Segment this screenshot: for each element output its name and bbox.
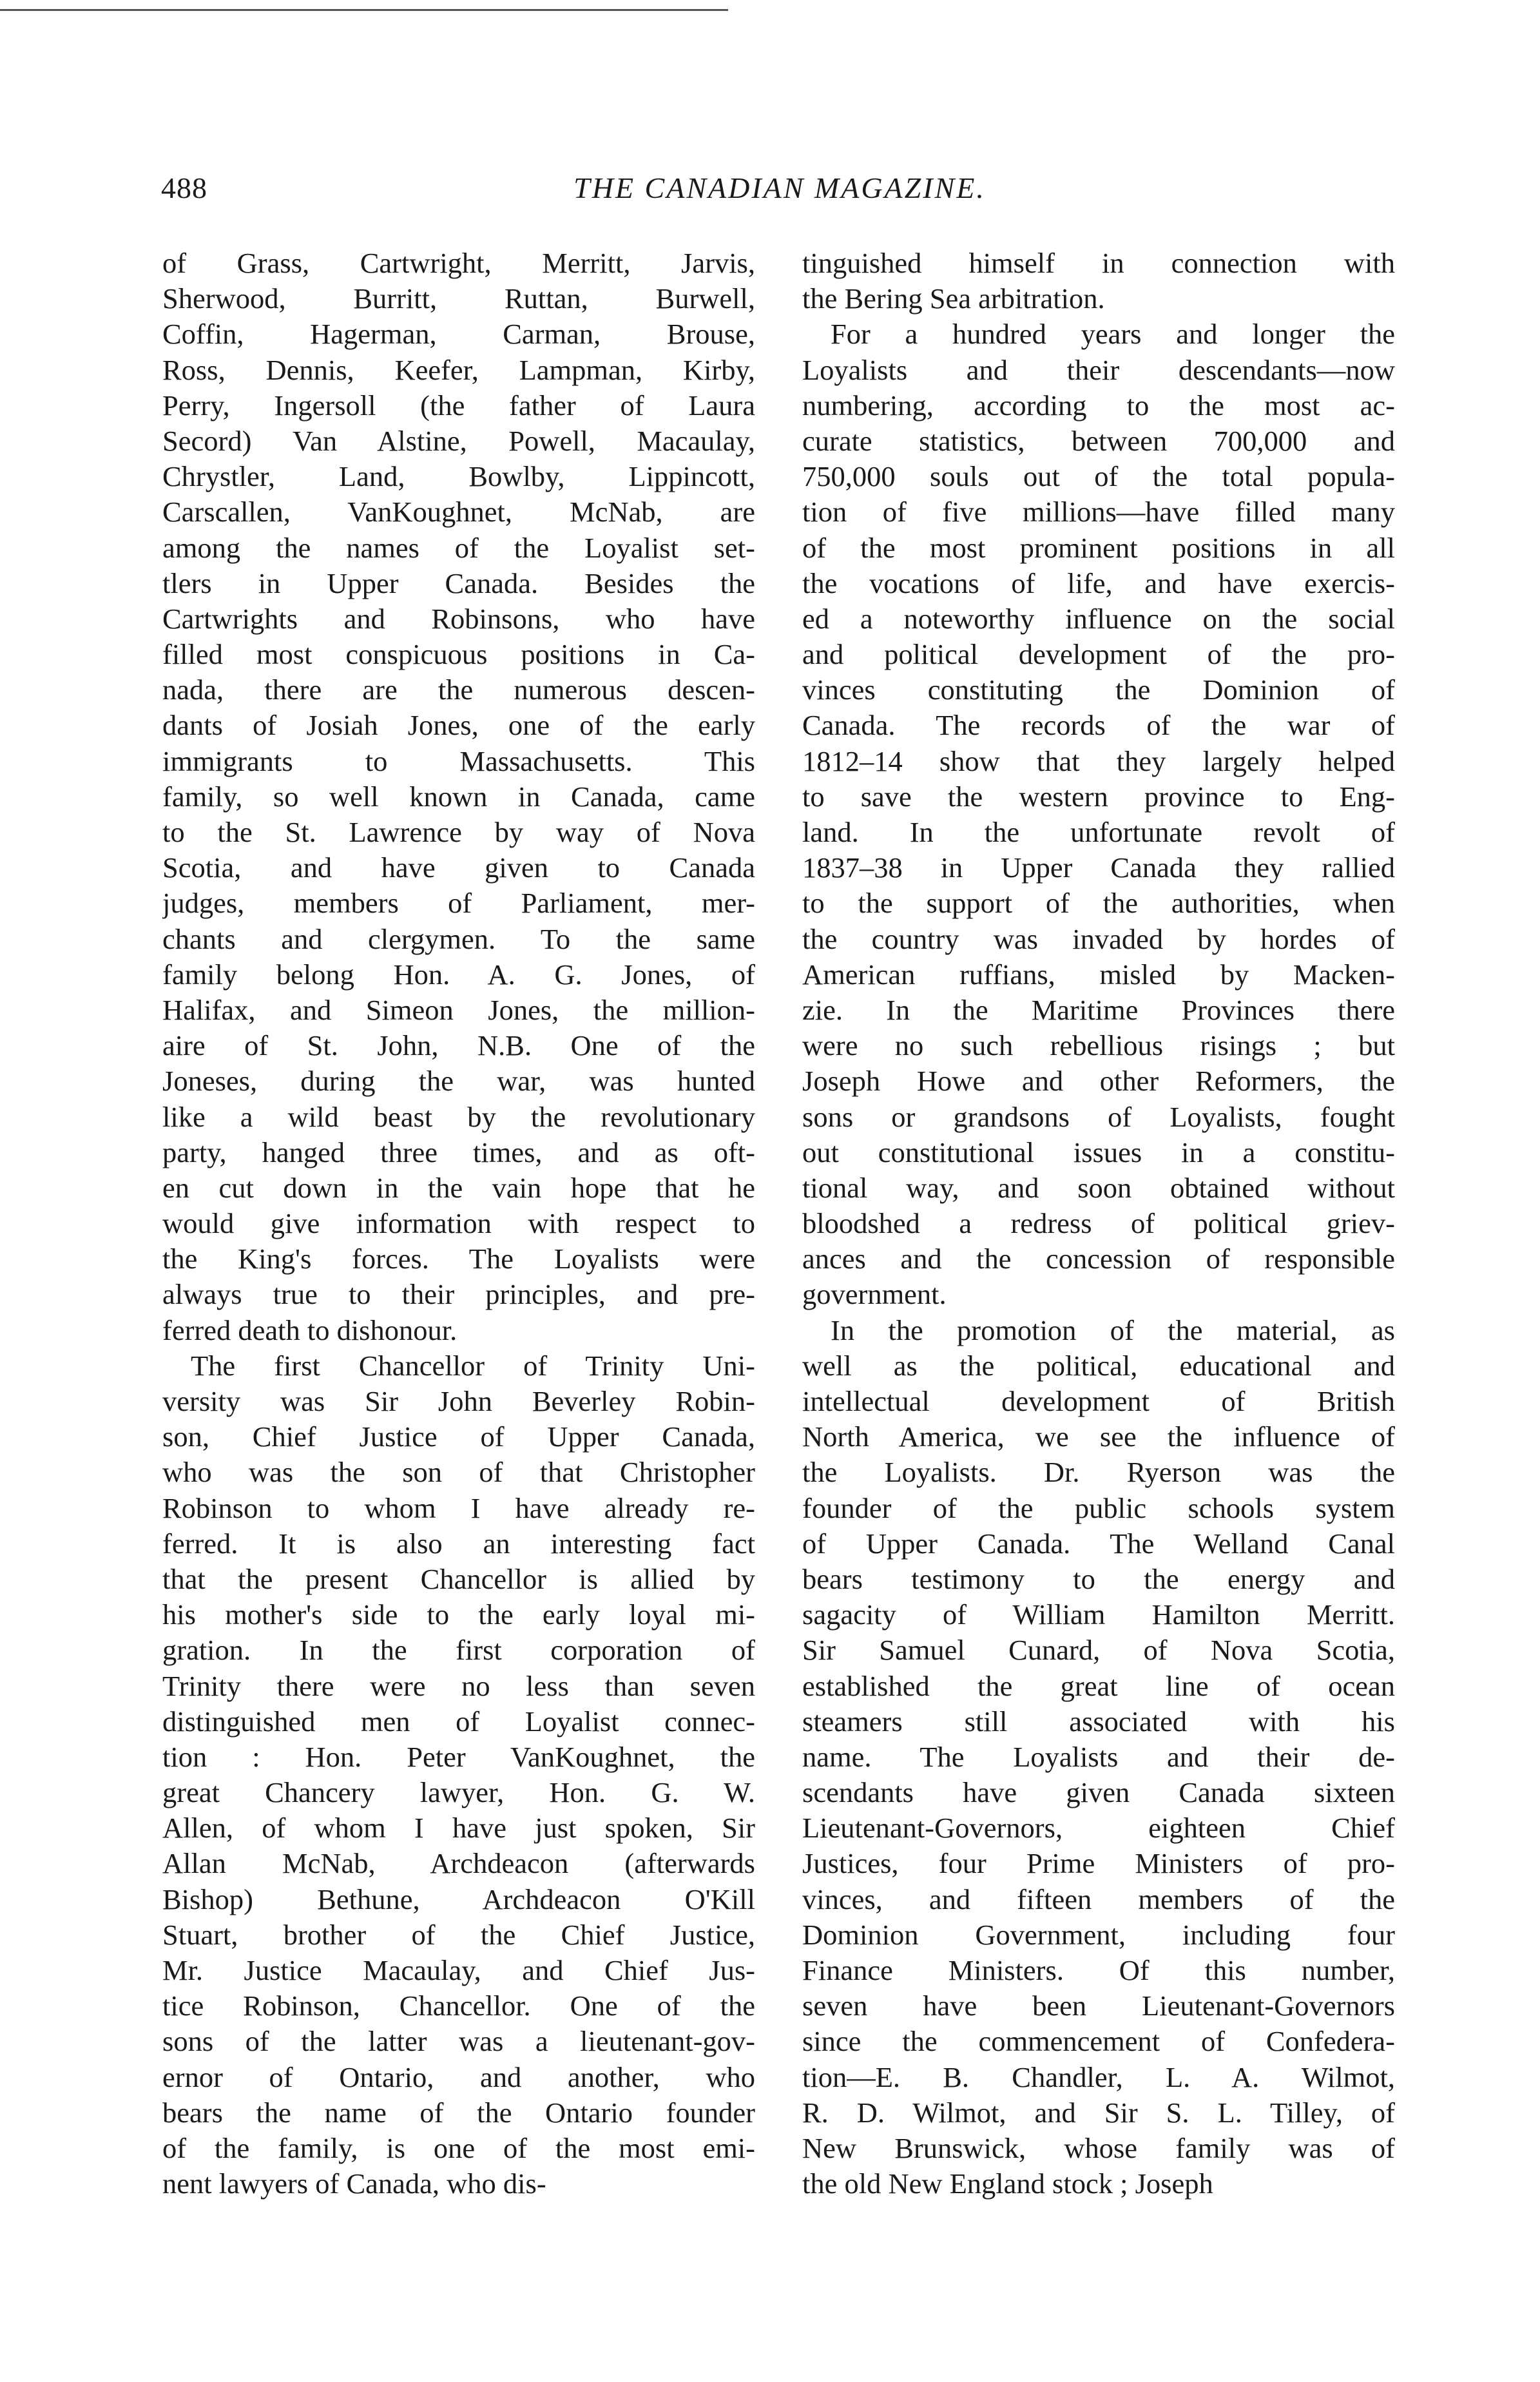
text-line: Stuart, brother of the Chief Justice, <box>162 1918 755 1951</box>
text-line: sagacity of William Hamilton Merritt. <box>802 1598 1395 1631</box>
text-line: and political development of the pro- <box>802 638 1395 671</box>
text-line: party, hanged three times, and as oft- <box>162 1136 755 1168</box>
text-line: among the names of the Loyalist set- <box>162 531 755 564</box>
text-line: the vocations of life, and have exercis- <box>802 566 1395 599</box>
text-line: of the family, is one of the most emi- <box>162 2131 755 2164</box>
text-line: of Grass, Cartwright, Merritt, Jarvis, <box>162 247 755 279</box>
text-line: that the present Chancellor is allied by <box>162 1562 755 1595</box>
text-line: ed a noteworthy influence on the social <box>802 602 1395 635</box>
text-line: sons or grandsons of Loyalists, fought <box>802 1100 1395 1133</box>
text-line: since the commencement of Confedera- <box>802 2025 1395 2058</box>
text-line: Sherwood, Burritt, Ruttan, Burwell, <box>162 282 755 315</box>
text-line: family, so well known in Canada, came <box>162 780 755 813</box>
text-line: land. In the unfortunate revolt of <box>802 816 1395 848</box>
text-line: dants of Josiah Jones, one of the early <box>162 709 755 742</box>
left-column <box>162 246 755 2202</box>
text-line: Chrystler, Land, Bowlby, Lippincott, <box>162 460 755 493</box>
text-line: to the support of the authorities, when <box>802 887 1395 920</box>
text-line: to save the western province to Eng- <box>802 780 1395 813</box>
page-number: 488 <box>161 171 207 204</box>
text-line: curate statistics, between 700,000 and <box>802 424 1395 457</box>
text-line: chants and clergymen. To the same <box>162 922 755 955</box>
text-line: Perry, Ingersoll (the father of Laura <box>162 389 755 421</box>
text-line: Carscallen, VanKoughnet, McNab, are <box>162 496 755 528</box>
text-line: well as the political, educational and <box>802 1349 1395 1382</box>
text-line: Secord) Van Alstine, Powell, Macaulay, <box>162 424 755 457</box>
text-line: Dominion Government, including four <box>802 1918 1395 1951</box>
text-line: family belong Hon. A. G. Jones, of <box>162 958 755 991</box>
text-line: ernor of Ontario, and another, who <box>162 2060 755 2093</box>
text-line: immigrants to Massachusetts. This <box>162 744 755 777</box>
text-line: son, Chief Justice of Upper Canada, <box>162 1420 755 1453</box>
text-line: In the promotion of the material, as <box>831 1313 1395 1346</box>
text-line: Mr. Justice Macaulay, and Chief Jus- <box>162 1954 755 1986</box>
text-line: judges, members of Parliament, mer- <box>162 887 755 920</box>
text-line: 1837–38 in Upper Canada they rallied <box>802 851 1395 884</box>
text-line: were no such rebellious risings ; but <box>802 1029 1395 1062</box>
text-line: tion—E. B. Chandler, L. A. Wilmot, <box>802 2060 1395 2093</box>
text-line: North America, we see the influence of <box>802 1420 1395 1453</box>
text-line: the old New England stock ; Joseph <box>802 2167 1213 2200</box>
text-line: like a wild beast by the revolutionary <box>162 1100 755 1133</box>
text-line: intellectual development of British <box>802 1385 1395 1417</box>
text-line: versity was Sir John Beverley Robin- <box>162 1385 755 1417</box>
text-line: Bishop) Bethune, Archdeacon O'Kill <box>162 1883 755 1915</box>
text-line: Allen, of whom I have just spoken, Sir <box>162 1812 755 1845</box>
text-line: to the St. Lawrence by way of Nova <box>162 816 755 848</box>
text-line: bears testimony to the energy and <box>802 1562 1395 1595</box>
text-line: vinces constituting the Dominion of <box>802 673 1395 706</box>
text-line: established the great line of ocean <box>802 1669 1395 1702</box>
text-line: ances and the concession of responsible <box>802 1243 1395 1275</box>
text-line: gration. In the first corporation of <box>162 1634 755 1667</box>
text-line: Allan McNab, Archdeacon (afterwards <box>162 1847 755 1880</box>
text-line: nent lawyers of Canada, who dis- <box>162 2167 546 2200</box>
text-line: numbering, according to the most ac- <box>802 389 1395 421</box>
text-line: Lieutenant-Governors, eighteen Chief <box>802 1812 1395 1845</box>
text-line: Robinson to whom I have already re- <box>162 1491 755 1524</box>
text-line: of the most prominent positions in all <box>802 531 1395 564</box>
text-line: the King's forces. The Loyalists were <box>162 1243 755 1275</box>
text-line: Loyalists and their descendants—now <box>802 353 1395 386</box>
text-line: always true to their principles, and pre- <box>162 1278 755 1311</box>
text-line: filled most conspicuous positions in Ca- <box>162 638 755 671</box>
text-line: The first Chancellor of Trinity Uni- <box>191 1349 755 1382</box>
text-line: For a hundred years and longer the <box>831 318 1395 351</box>
text-line: Joneses, during the war, was hunted <box>162 1065 755 1098</box>
right-column <box>802 246 1395 2202</box>
text-line: American ruffians, misled by Macken- <box>802 958 1395 991</box>
text-line: en cut down in the vain hope that he <box>162 1171 755 1204</box>
text-line: government. <box>802 1278 947 1311</box>
text-line: of Upper Canada. The Welland Canal <box>802 1527 1395 1560</box>
text-line: would give information with respect to <box>162 1207 755 1240</box>
text-line: tice Robinson, Chancellor. One of the <box>162 1990 755 2022</box>
text-line: Ross, Dennis, Keefer, Lampman, Kirby, <box>162 353 755 386</box>
text-line: vinces, and fifteen members of the <box>802 1883 1395 1915</box>
text-line: scendants have given Canada sixteen <box>802 1776 1395 1809</box>
text-line: Justices, four Prime Ministers of pro- <box>802 1847 1395 1880</box>
text-line: his mother's side to the early loyal mi- <box>162 1598 755 1631</box>
text-line: tion : Hon. Peter VanKoughnet, the <box>162 1740 755 1773</box>
text-line: Trinity there were no less than seven <box>162 1669 755 1702</box>
page-header <box>161 169 1398 214</box>
text-line: 750,000 souls out of the total popula- <box>802 460 1395 493</box>
running-title: THE CANADIAN MAGAZINE. <box>573 171 986 204</box>
text-line: bears the name of the Ontario founder <box>162 2096 755 2129</box>
text-line: ferred death to dishonour. <box>162 1313 457 1346</box>
text-line: out constitutional issues in a constitu- <box>802 1136 1395 1168</box>
text-line: Halifax, and Simeon Jones, the million- <box>162 993 755 1026</box>
text-line: Joseph Howe and other Reformers, the <box>802 1065 1395 1098</box>
text-line: who was the son of that Christopher <box>162 1456 755 1489</box>
text-line: name. The Loyalists and their de- <box>802 1740 1395 1773</box>
text-line: great Chancery lawyer, Hon. G. W. <box>162 1776 755 1809</box>
text-line: steamers still associated with his <box>802 1705 1395 1738</box>
text-line: Sir Samuel Cunard, of Nova Scotia, <box>802 1634 1395 1667</box>
text-line: New Brunswick, whose family was of <box>802 2131 1395 2164</box>
text-line: 1812–14 show that they largely helped <box>802 744 1395 777</box>
text-line: ferred. It is also an interesting fact <box>162 1527 755 1560</box>
text-line: the Loyalists. Dr. Ryerson was the <box>802 1456 1395 1489</box>
text-line: bloodshed a redress of political griev- <box>802 1207 1395 1240</box>
text-line: Cartwrights and Robinsons, who have <box>162 602 755 635</box>
text-line: distinguished men of Loyalist connec- <box>162 1705 755 1738</box>
text-line: zie. In the Maritime Provinces there <box>802 993 1395 1026</box>
text-line: tlers in Upper Canada. Besides the <box>162 566 755 599</box>
text-line: Finance Ministers. Of this number, <box>802 1954 1395 1986</box>
text-line: founder of the public schools system <box>802 1491 1395 1524</box>
text-line: Scotia, and have given to Canada <box>162 851 755 884</box>
text-line: sons of the latter was a lieutenant-gov- <box>162 2025 755 2058</box>
text-line: R. D. Wilmot, and Sir S. L. Tilley, of <box>802 2096 1395 2129</box>
text-line: tinguished himself in connection with <box>802 247 1395 279</box>
text-line: tional way, and soon obtained without <box>802 1171 1395 1204</box>
text-line: nada, there are the numerous descen- <box>162 673 755 706</box>
text-line: Canada. The records of the war of <box>802 709 1395 742</box>
text-line: the Bering Sea arbitration. <box>802 282 1105 315</box>
text-line: tion of five millions—have filled many <box>802 496 1395 528</box>
text-line: the country was invaded by hordes of <box>802 922 1395 955</box>
text-line: seven have been Lieutenant-Governors <box>802 1990 1395 2022</box>
text-line: Coffin, Hagerman, Carman, Brouse, <box>162 318 755 351</box>
top-rule <box>0 9 728 11</box>
text-line: aire of St. John, N.B. One of the <box>162 1029 755 1062</box>
